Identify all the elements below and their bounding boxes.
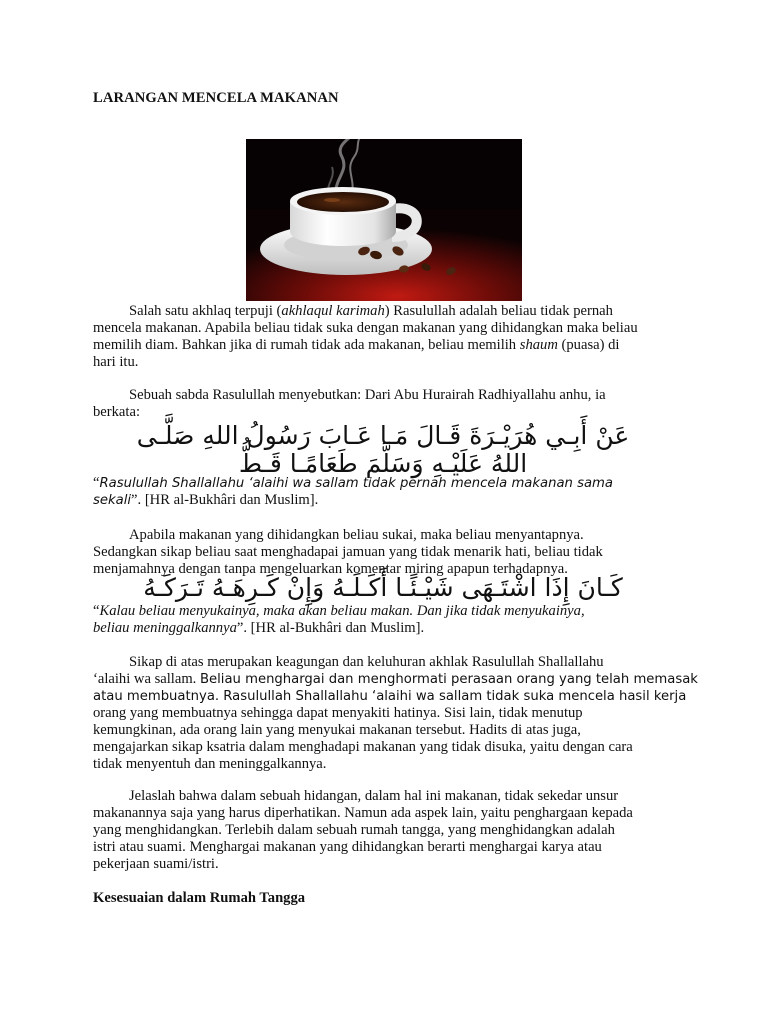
paragraph-hidangan: Jelaslah bahwa dalam sebuah hidangan, dalam hal ini makanan, tidak sekedar unsur makanannya saja yang harus diperhatikan. Namun ada aspek lain, yaitu penghargaan kepada yang menghidangkan. Terlebih dalam sebuah rumah tangga, yang menghidangkan adalah istri atau suami. Menghargai makanan yang dihidangkan berarti menghargai karya atau pekerjaan suami/istri. xyxy=(93,788,633,872)
paragraph-sabda: Sebuah sabda Rasulullah menyebutkan: Dari Abu Hurairah Radhiyallahu anhu, ia berkata: xyxy=(93,387,606,420)
coffee-cup-illustration xyxy=(246,139,522,301)
paragraph-akhlaq: Salah satu akhlaq terpuji (akhlaqul karimah) Rasulullah adalah beliau tidak pernah mencela makanan. Apabila beliau tidak suka dengan makanan yang dihidangkan maka beliau memilih diam. Bahkan jika di rumah tidak ada makanan, beliau memilih shaum (puasa) di hari itu. xyxy=(93,303,638,370)
quote-hadith-2: “Kalau beliau menyukainya, maka akan beliau makan. Dan jika tidak menyukainya, beliau meninggalkannya”. [HR al-Bukhâri dan Muslim]. xyxy=(93,603,585,636)
page-title: LARANGAN MENCELA MAKANAN xyxy=(93,90,339,106)
paragraph-keagungan: Sikap di atas merupakan keagungan dan keluhuran akhlak Rasulullah Shallallahu ‘alaihi wa sallam. Beliau menghargai dan menghormati perasaan orang yang telah memasak atau membuatnya. Rasulullah Shallallahu ‘alaihi wa sallam tidak suka mencela hasil kerja orang yang membuatnya sehingga dapat menyakiti hatinya. Sisi lain, tidak menutup kemungkinan, ada orang lain yang menyukai makanan tersebut. Hadits di atas juga, mengajarkan sikap ksatria dalam menghadapi makanan yang tidak disuka, yaitu dengan cara tidak menyentuh dan meninggalkannya. xyxy=(93,654,698,772)
quote-hadith-1: “Rasulullah Shallallahu ‘alaihi wa sallam tidak pernah mencela makanan sama sekali”. [HR al-Bukhâri dan Muslim]. xyxy=(93,475,613,508)
paragraph-menyantap: Apabila makanan yang dihidangkan beliau sukai, maka beliau menyantapnya. Sedangkan sikap beliau saat menghadapai jamuan yang tidak menarik hati, beliau tidak menjamahnya dengan tanpa mengeluarkan komentar miring apapun terhadapnya. xyxy=(93,527,603,577)
arabic-hadith-1: عَنْ أَبِـي هُرَيْـرَةَ قَـالَ مَـا عَـابَ رَسُولُ اللهِ صَلَّـى اللهُ عَلَيْـهِ وَسَلَّمَ طَعَامًـا قَـطُّ xyxy=(136,421,630,478)
section-subtitle: Kesesuaian dalam Rumah Tangga xyxy=(93,890,306,906)
arabic-hadith-2: كَـانَ إِذَا اشْتَـهَى شَيْـئًـا أَكَـلَـهُ وَإِنْ كَـرِهَـهُ تَـرَكَـهُ xyxy=(143,573,623,602)
coffee-cup-photo xyxy=(246,139,522,301)
